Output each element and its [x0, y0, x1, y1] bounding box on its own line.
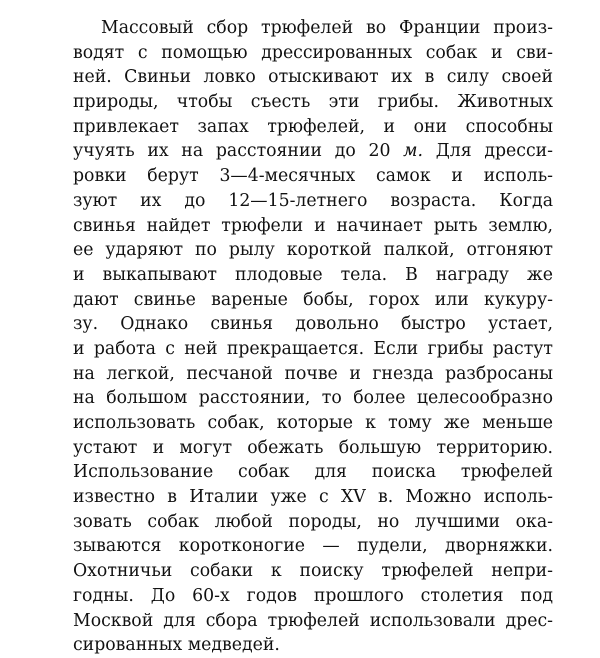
text-line: зуют их до 12—15-летнего возраста. Когда	[73, 190, 553, 211]
text-line: ней. Свиньи ловко отыскивают их в силу своей	[73, 67, 553, 88]
text-line: ее ударяют по рылу короткой палкой, отгоняют	[73, 240, 553, 261]
text-page	[73, 16, 553, 658]
text-line: годны. До 60-х годов прошлого столетия под	[73, 585, 553, 606]
text-line: и выкапывают плодовые тела. В награду же	[73, 264, 553, 285]
text-line: зу. Однако свинья довольно быстро устает,	[73, 314, 553, 335]
text-line: Массовый сбор трюфелей во Франции произ-	[101, 18, 553, 38]
text-line: природы, чтобы съесть эти грибы. Животных	[73, 92, 553, 113]
text-segment: Для дресси-	[435, 141, 553, 162]
text-segment: учуять их на расстоянии до 20	[73, 141, 391, 162]
text-line: устают и могут обежать большую территорию.	[73, 437, 553, 458]
text-line: известно в Италии уже с XV в. Можно исполь-	[73, 487, 553, 508]
text-line: на легкой, песчаной почве и гнезда разбросаны	[73, 363, 553, 384]
text-line: водят с помощью дрессированных собак и сви-	[73, 42, 553, 63]
text-line: использовать собак, которые к тому же меньше	[73, 413, 553, 433]
text-line: Охотничьи собаки к поиску трюфелей непри-	[73, 561, 553, 582]
text-line: сированных медведей.	[73, 635, 280, 656]
unit-abbreviation: м.	[403, 141, 423, 162]
text-line: привлекает запах трюфелей, и они способны	[73, 116, 553, 137]
text-line: зываются коротконогие — пудели, дворняжки.	[73, 536, 553, 557]
text-line: дают свинье вареные бобы, горох или кукуру-	[73, 289, 553, 310]
text-line: и работа с ней прекращается. Если грибы растут	[73, 338, 553, 359]
text-line: зовать собак любой породы, но лучшими ока-	[73, 511, 553, 532]
text-line: Использование собак для поиска трюфелей	[73, 462, 553, 483]
text-line: Москвой для сбора трюфелей использовали дрес-	[73, 610, 553, 631]
text-line-with-unit	[73, 139, 553, 164]
text-line: ровки берут 3—4-месячных самок и исполь-	[73, 166, 553, 187]
text-line: на большом расстоянии, то более целесообразно	[73, 388, 553, 409]
text-line: свинья найдет трюфели и начинает рыть землю,	[73, 215, 553, 236]
paragraph	[73, 16, 553, 658]
